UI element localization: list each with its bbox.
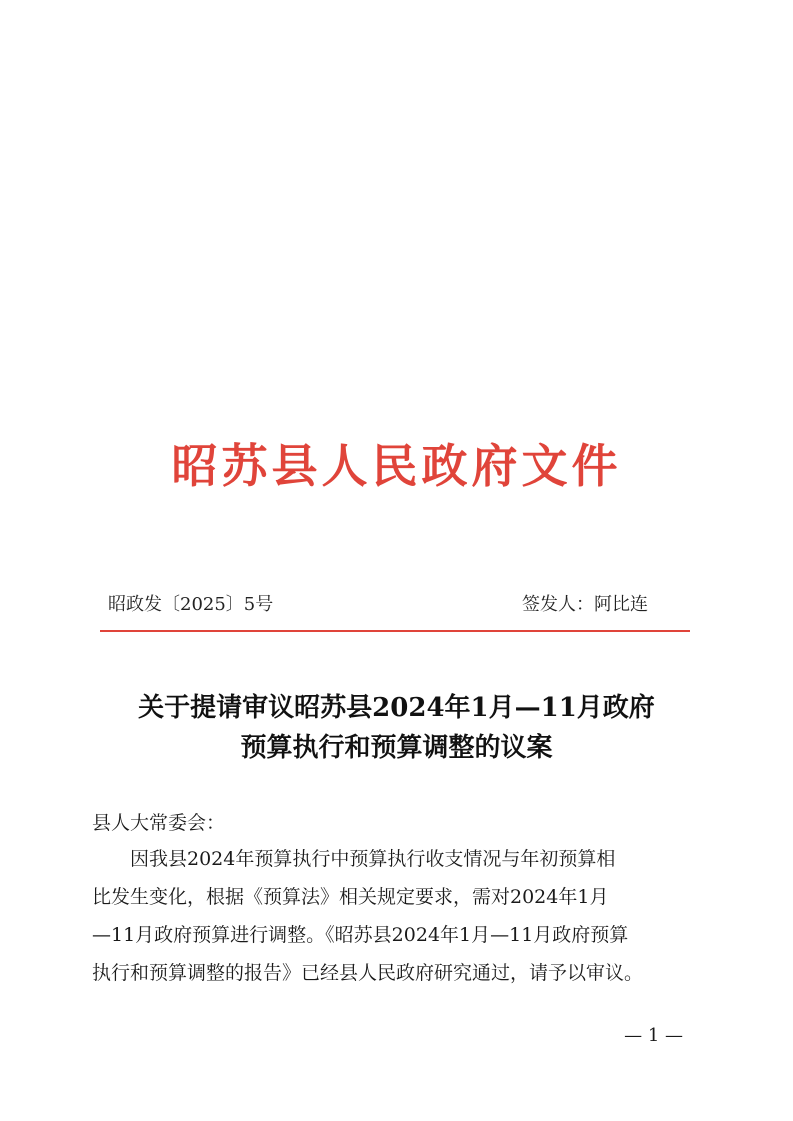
document-number: 昭政发〔2025〕5号	[108, 594, 274, 615]
issuer-label: 签发人：	[522, 594, 594, 615]
document-info-line	[108, 590, 688, 620]
issuer-name: 阿比连	[594, 594, 648, 615]
red-divider-rule	[100, 630, 690, 632]
document-title	[60, 688, 733, 768]
title-line-1: 关于提请审议昭苏县2024年1月—11月政府	[138, 693, 655, 723]
body-line: 因我县2024年预算执行中预算执行收支情况与年初预算相	[130, 848, 616, 870]
body-line: 执行和预算调整的报告》已经县人民政府研究通过，请予以审议。	[92, 962, 644, 984]
masthead-title: 昭苏县人民政府文件	[171, 439, 622, 493]
body-line: —11月政府预算进行调整。《昭苏县2024年1月—11月政府预算	[92, 924, 629, 946]
page-number: — 1 —	[624, 1025, 683, 1046]
body-line: 比发生变化，根据《预算法》相关规定要求，需对2024年1月	[92, 886, 609, 908]
issuer	[522, 590, 648, 616]
body-paragraph	[92, 840, 692, 992]
title-line-2: 预算执行和预算调整的议案	[240, 733, 553, 763]
salutation: 县人大常委会：	[92, 812, 226, 834]
